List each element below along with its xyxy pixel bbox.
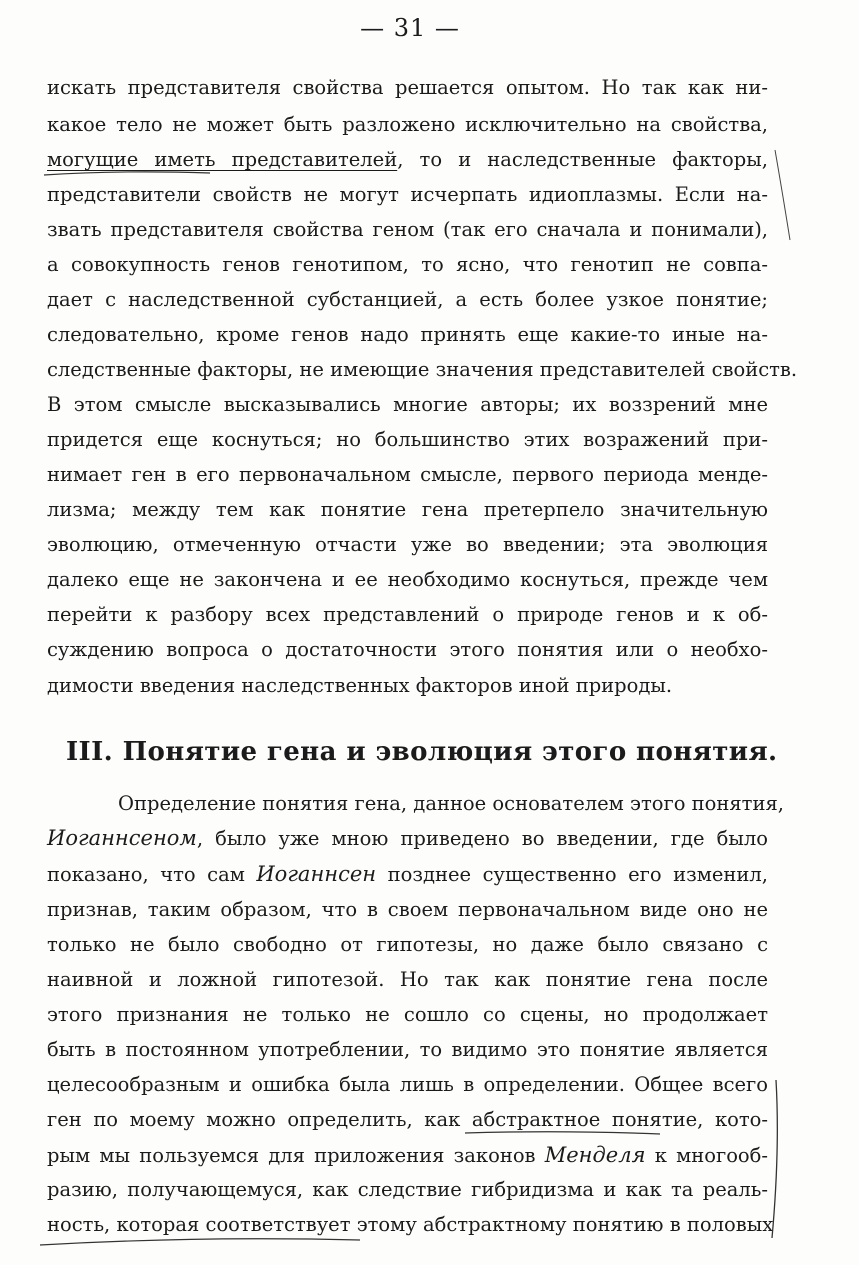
text-line: перейти к разбору всех представлений о природе генов и к об- — [47, 603, 768, 626]
text-line: этого признания не только не сошло со сцены, но продолжает — [47, 1003, 768, 1026]
pencil-underline — [465, 1132, 660, 1134]
pencil-margin-line — [775, 150, 790, 240]
text-line: наивной и ложной гипотезой. Но так как понятие гена после — [47, 968, 768, 991]
text-line: ген по моему можно определить, как абстрактное понятие, кото- — [47, 1108, 768, 1131]
text-fragment: показано, что сам — [47, 863, 257, 886]
text-fragment: позднее существенно его изменил, — [376, 863, 768, 886]
text-line: звать представителя свойства геном (так его сначала и понимали), — [47, 218, 768, 241]
text-line: суждению вопроса о достаточности этого понятия или о необхо- — [47, 638, 768, 661]
pencil-underline — [44, 172, 210, 175]
text-line: только не было свободно от гипотезы, но даже было связано с — [47, 933, 768, 956]
text-line: разию, получающемуся, как следствие гибридизма и как та реаль- — [47, 1178, 768, 1201]
text-line: эволюцию, отмеченную отчасти уже во введении; эта эволюция — [47, 533, 768, 556]
text-line: целесообразным и ошибка была лишь в определении. Общее всего — [47, 1073, 768, 1096]
text-line: далеко еще не закончена и ее необходимо коснуться, прежде чем — [47, 568, 768, 591]
section-heading: III. Понятие гена и эволюция этого понятия. — [66, 737, 778, 767]
text-line: следовательно, кроме генов надо принять еще какие-то иные на- — [47, 323, 768, 346]
page-number: — 31 — — [360, 14, 460, 42]
text-line: нимает ген в его первоначальном смысле, первого периода менде- — [47, 463, 768, 486]
text-line: придется еще коснуться; но большинство этих возражений при- — [47, 428, 768, 451]
author-name: Менделя — [544, 1143, 646, 1167]
text-line: димости введения наследственных факторов иной природы. — [47, 674, 673, 697]
text-line: Определение понятия гена, данное основателем этого понятия, — [118, 792, 784, 815]
text-line: быть в постоянном употреблении, то видимо это понятие является — [47, 1038, 768, 1061]
text-fragment: , то и наследственные факторы, — [397, 148, 768, 171]
text-line: искать представителя свойства решается опытом. Но так как ни- — [47, 76, 768, 99]
pencil-margin-line — [772, 1080, 777, 1238]
text-line: представители свойств не могут исчерпать идиоплазмы. Если на- — [47, 183, 768, 206]
text-fragment: , было уже мною приведено во введении, где было — [196, 827, 768, 850]
text-fragment: рым мы пользуемся для приложения законов — [47, 1144, 545, 1167]
author-name: Иоганнсен — [256, 862, 377, 886]
underlined-phrase: могущие иметь представителей — [47, 148, 398, 171]
text-line: следственные факторы, не имеющие значения представителей свойств. — [47, 358, 798, 381]
author-name: Иоганнсеном — [47, 826, 197, 850]
text-line: лизма; между тем как понятие гена претерпело значительную — [47, 498, 768, 521]
text-line: дает с наследственной субстанцией, а есть более узкое понятие; — [47, 288, 768, 311]
pencil-underline — [40, 1239, 360, 1245]
text-line: признав, таким образом, что в своем первоначальном виде оно не — [47, 898, 768, 921]
text-line: В этом смысле высказывались многие авторы; их воззрений мне — [47, 393, 768, 416]
text-line: какое тело не может быть разложено исключительно на свойства, — [47, 113, 768, 136]
text-fragment: к многооб- — [645, 1144, 769, 1167]
text-line: а совокупность генов генотипом, то ясно, что генотип не совпа- — [47, 253, 768, 276]
text-line: ность, которая соответствует этому абстрактному понятию в половых — [47, 1213, 774, 1236]
